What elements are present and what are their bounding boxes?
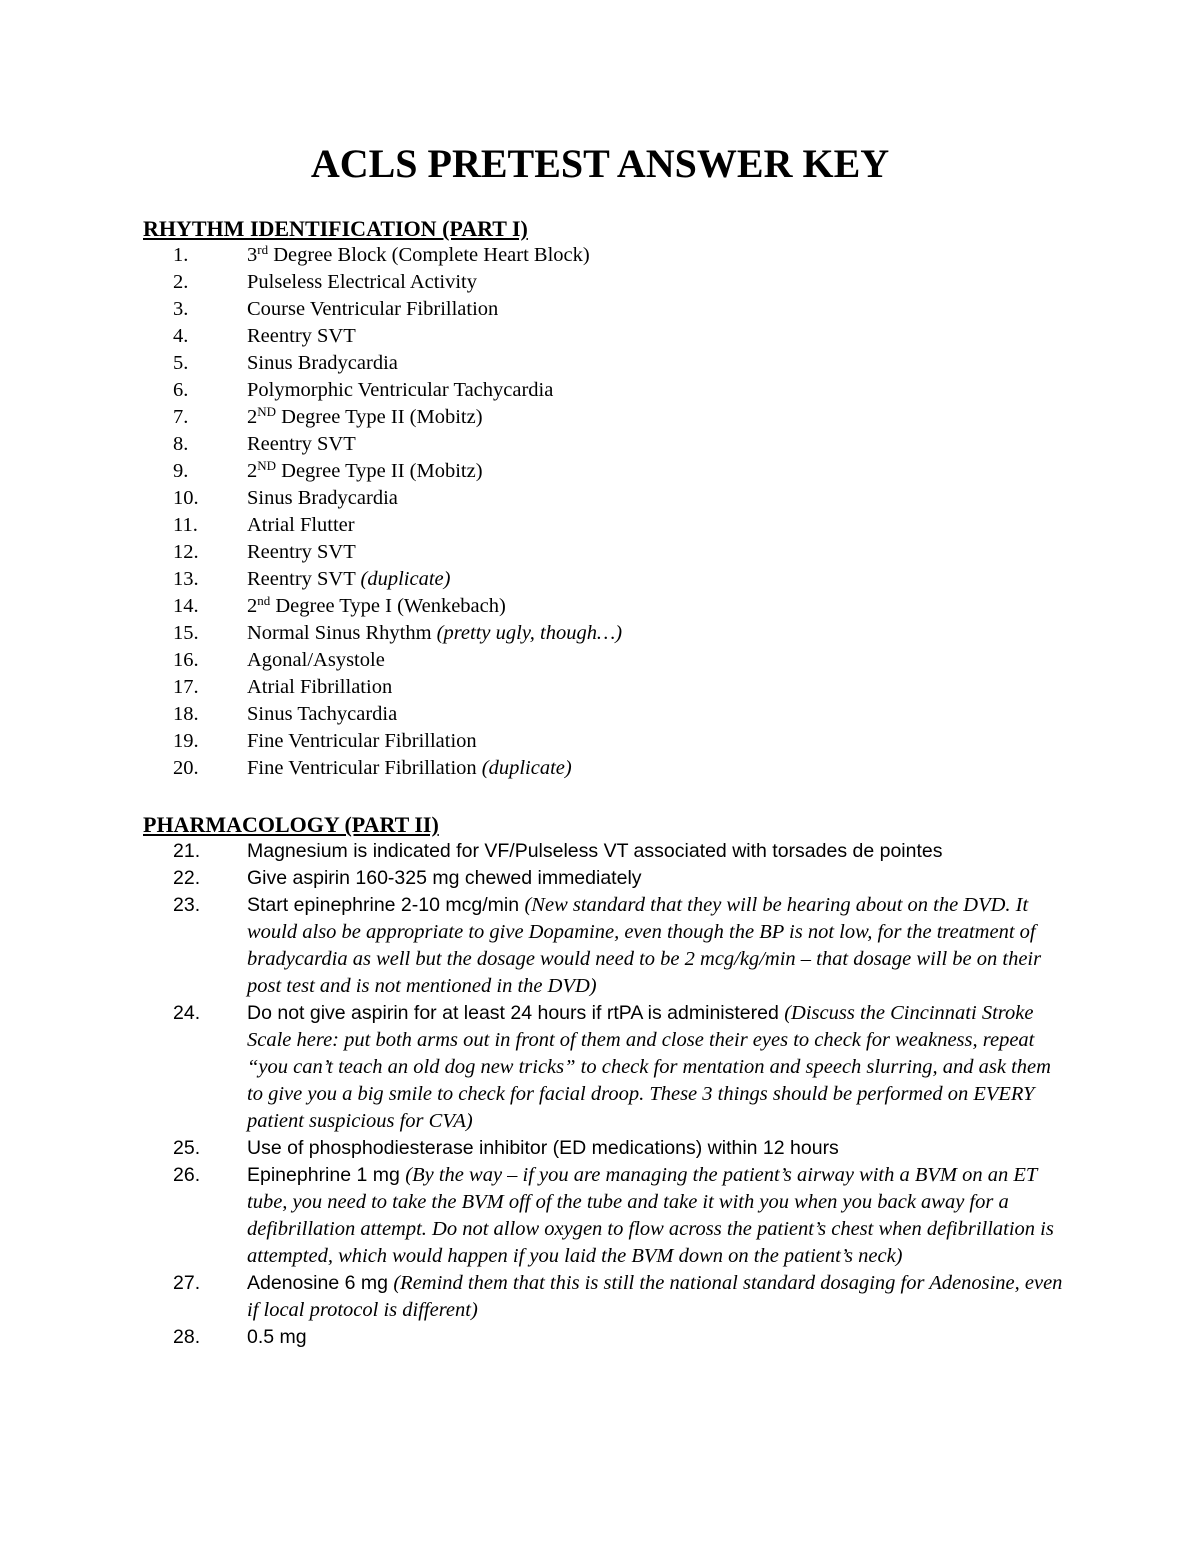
list-item: [0, 1324, 1200, 1351]
item-number: 9.: [173, 460, 189, 482]
list-item: [0, 404, 1200, 431]
list-item: [0, 566, 1200, 593]
item-number: 7.: [173, 406, 189, 428]
item-number: 13.: [173, 568, 199, 590]
answer-text: Normal Sinus Rhythm: [247, 622, 437, 644]
list-item: [0, 593, 1200, 620]
section-heading-rhythm: RHYTHM IDENTIFICATION (PART I): [143, 216, 528, 241]
list-item: [0, 1162, 1200, 1270]
list-item: [0, 539, 1200, 566]
item-number: 11.: [173, 514, 198, 536]
instructor-note: (duplicate): [481, 757, 572, 779]
instructor-note: (Remind them that this is still the national standard dosaging for Adenosine, even if local protocol is different): [247, 1272, 1063, 1321]
answer-text: Sinus Tachycardia: [247, 703, 398, 725]
instructor-note: (pretty ugly, though…): [436, 622, 623, 644]
list-item: [0, 1135, 1200, 1162]
item-answer: [247, 431, 1067, 458]
item-number: 21.: [173, 840, 201, 862]
instructor-note: (New standard that they will be hearing about on the DVD. It would also be appropriate to give Dopamine, even though the BP is not low, for the treatment of bradycardia as well but the dosage would need to be 2 mcg/kg/min – that dosage will be on their post test and is not mentioned in the DVD): [247, 894, 1042, 997]
list-item: [0, 350, 1200, 377]
item-number: 28.: [173, 1326, 201, 1348]
item-answer: [247, 458, 1067, 485]
item-answer: [247, 512, 1067, 539]
instructor-note: (Discuss the Cincinnati Stroke Scale here: put both arms out in front of them and close their eyes to check for weakness, repeat “you can’t teach an old dog new tricks” to check for mentation and speech slurring, and ask them to give you a big smile to check for facial droop. These 3 things should be performed on EVERY patient suspicious for CVA): [247, 1002, 1051, 1132]
item-number: 18.: [173, 703, 199, 725]
ordinal-suffix: ND: [257, 457, 277, 473]
list-item: [0, 458, 1200, 485]
ordinal-suffix: rd: [257, 241, 269, 257]
list-item: [0, 620, 1200, 647]
answer-text: Use of phosphodiesterase inhibitor (ED medications) within 12 hours: [247, 1137, 839, 1159]
rhythm-answer-list: [0, 242, 1200, 782]
list-item: [0, 431, 1200, 458]
item-answer: [247, 1270, 1067, 1324]
item-answer: [247, 838, 1067, 865]
item-number: 4.: [173, 325, 189, 347]
list-item: [0, 838, 1200, 865]
item-answer: [247, 296, 1067, 323]
item-answer: [247, 1000, 1067, 1135]
list-item: [0, 674, 1200, 701]
item-answer: [247, 755, 1067, 782]
item-number: 16.: [173, 649, 199, 671]
answer-text: Reentry SVT: [247, 541, 356, 563]
answer-text: Magnesium is indicated for VF/Pulseless VT associated with torsades de pointes: [247, 840, 943, 862]
item-number: 6.: [173, 379, 189, 401]
list-item: [0, 296, 1200, 323]
answer-text: Reentry SVT: [247, 325, 356, 347]
instructor-note: (By the way – if you are managing the patient’s airway with a BVM on an ET tube, you need to take the BVM off of the tube and take it with you when you back away for a defibrillation attempt. Do not allow oxygen to flow across the patient’s chest when defibrillation is attempted, which would happen if you laid the BVM down on the patient’s neck): [247, 1164, 1054, 1267]
item-number: 2.: [173, 271, 189, 293]
answer-text: Polymorphic Ventricular Tachycardia: [247, 379, 554, 401]
item-answer: [247, 539, 1067, 566]
ordinal-number: 3: [247, 244, 258, 266]
answer-text: Degree Type II (Mobitz): [276, 460, 483, 482]
answer-text: Agonal/Asystole: [247, 649, 385, 671]
answer-text: Fine Ventricular Fibrillation: [247, 730, 477, 752]
answer-text: Give aspirin 160-325 mg chewed immediately: [247, 867, 642, 889]
item-answer: [247, 269, 1067, 296]
list-item: [0, 701, 1200, 728]
item-number: 14.: [173, 595, 199, 617]
item-number: 3.: [173, 298, 189, 320]
list-item: [0, 377, 1200, 404]
list-item: [0, 728, 1200, 755]
item-answer: [247, 485, 1067, 512]
list-item: [0, 1270, 1200, 1324]
answer-text: Pulseless Electrical Activity: [247, 271, 478, 293]
answer-text: Degree Block (Complete Heart Block): [268, 244, 590, 266]
item-answer: [247, 674, 1067, 701]
item-answer: [247, 323, 1067, 350]
answer-text: Start epinephrine 2-10 mcg/min: [247, 894, 525, 916]
ordinal-number: 2: [247, 406, 258, 428]
answer-text: Reentry SVT: [247, 568, 361, 590]
ordinal-number: 2: [247, 595, 258, 617]
item-answer: [247, 892, 1067, 1000]
section-heading-pharmacology: PHARMACOLOGY (PART II): [143, 812, 439, 837]
answer-text: Degree Type I (Wenkebach): [270, 595, 506, 617]
item-number: 26.: [173, 1164, 201, 1186]
item-number: 20.: [173, 757, 199, 779]
ordinal-suffix: nd: [257, 592, 271, 608]
ordinal-suffix: ND: [257, 403, 277, 419]
answer-text: Sinus Bradycardia: [247, 352, 398, 374]
list-item: [0, 512, 1200, 539]
list-item: [0, 865, 1200, 892]
answer-text: 0.5 mg: [247, 1326, 307, 1348]
answer-text: Atrial Fibrillation: [247, 676, 393, 698]
answer-text: Atrial Flutter: [247, 514, 355, 536]
item-answer: [247, 620, 1067, 647]
item-answer: [247, 593, 1067, 620]
item-number: 5.: [173, 352, 189, 374]
answer-text: Reentry SVT: [247, 433, 356, 455]
list-item: [0, 323, 1200, 350]
list-item: [0, 892, 1200, 1000]
item-number: 12.: [173, 541, 199, 563]
list-item: [0, 647, 1200, 674]
item-answer: [247, 1162, 1067, 1270]
list-item: [0, 269, 1200, 296]
answer-text: Fine Ventricular Fibrillation: [247, 757, 482, 779]
item-number: 1.: [173, 244, 189, 266]
item-number: 22.: [173, 867, 201, 889]
item-number: 10.: [173, 487, 199, 509]
item-answer: [247, 1135, 1067, 1162]
ordinal-number: 2: [247, 460, 258, 482]
item-number: 24.: [173, 1002, 201, 1024]
item-answer: [247, 566, 1067, 593]
list-item: [0, 485, 1200, 512]
item-number: 8.: [173, 433, 189, 455]
item-answer: [247, 647, 1067, 674]
answer-text: Epinephrine 1 mg: [247, 1164, 406, 1186]
item-number: 25.: [173, 1137, 201, 1159]
item-answer: [247, 350, 1067, 377]
answer-text: Course Ventricular Fibrillation: [247, 298, 499, 320]
item-answer: [247, 404, 1067, 431]
list-item: [0, 1000, 1200, 1135]
answer-text: Sinus Bradycardia: [247, 487, 398, 509]
item-answer: [247, 242, 1067, 269]
item-answer: [247, 728, 1067, 755]
list-item: [0, 755, 1200, 782]
item-answer: [247, 377, 1067, 404]
list-item: [0, 242, 1200, 269]
item-answer: [247, 701, 1067, 728]
item-number: 27.: [173, 1272, 201, 1294]
page-title: ACLS PRETEST ANSWER KEY: [310, 141, 890, 186]
item-number: 23.: [173, 894, 201, 916]
instructor-note: (duplicate): [360, 568, 451, 590]
item-number: 19.: [173, 730, 199, 752]
item-answer: [247, 1324, 1067, 1351]
item-answer: [247, 865, 1067, 892]
answer-text: Do not give aspirin for at least 24 hours if rtPA is administered: [247, 1002, 785, 1024]
pharmacology-answer-list: [0, 838, 1200, 1351]
item-number: 15.: [173, 622, 199, 644]
answer-text: Degree Type II (Mobitz): [276, 406, 483, 428]
answer-text: Adenosine 6 mg: [247, 1272, 394, 1294]
item-number: 17.: [173, 676, 199, 698]
